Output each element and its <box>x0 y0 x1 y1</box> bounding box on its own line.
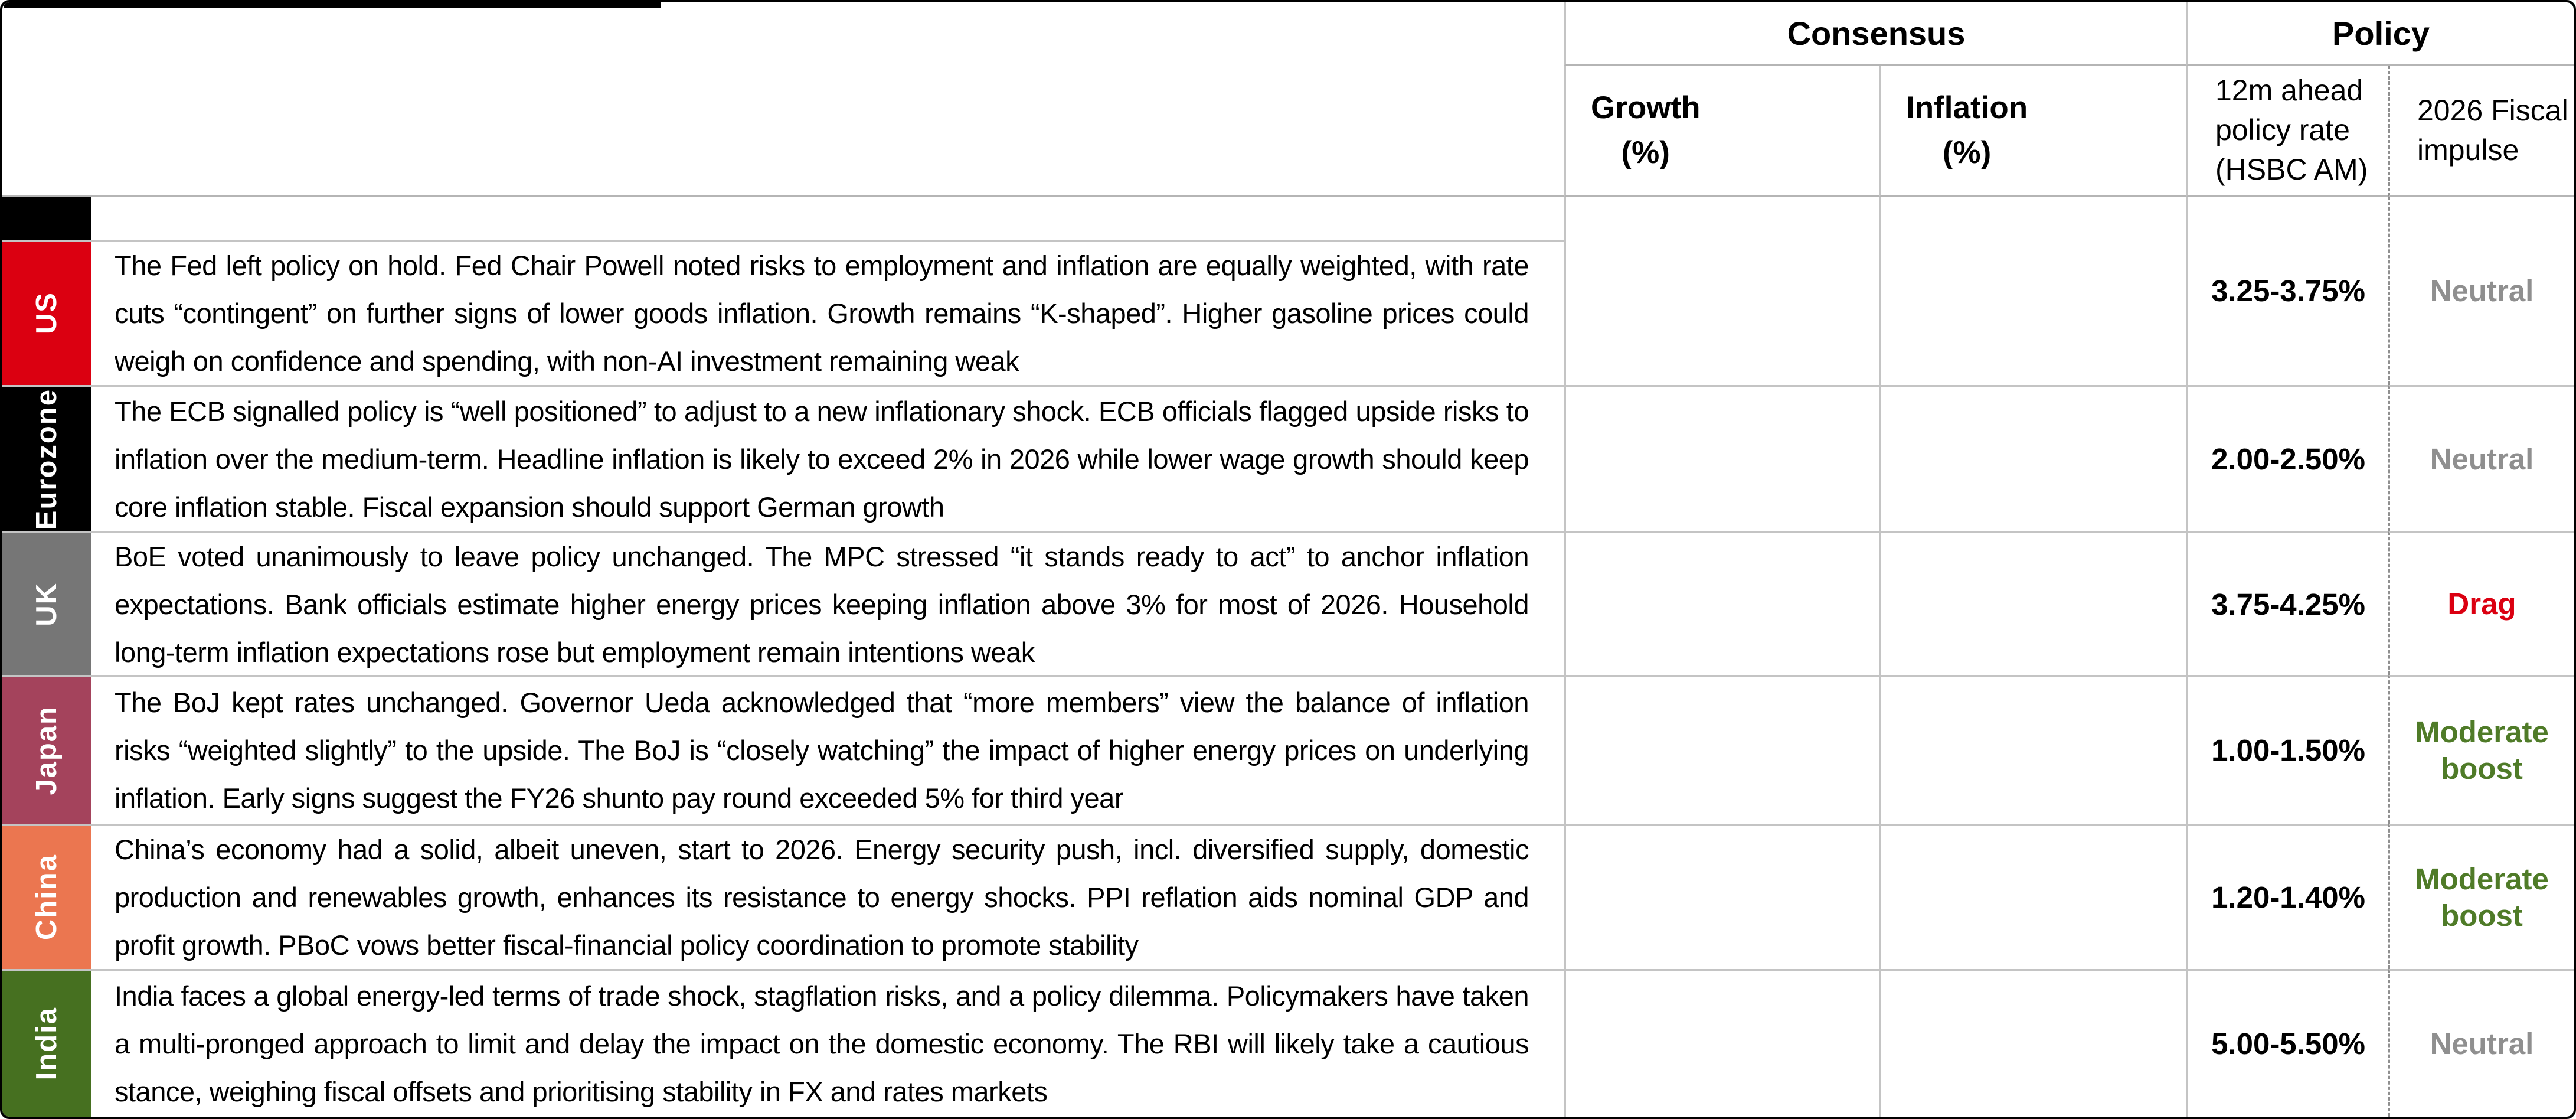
rate-header-line1: 12m ahead <box>2215 74 2363 107</box>
japan-policy-rate-cell <box>2186 675 2388 824</box>
japan-inflation-cell <box>1879 675 2186 824</box>
uk-label-cell <box>2 531 91 675</box>
india-inflation-cell <box>1879 969 2186 1117</box>
us-summary-text: The Fed left policy on hold. Fed Chair Powell noted risks to employment and inflation are equally weighted, with rate cuts “contingent” on further signs of lower goods inflation. Growth remains “K-shaped”. Higher gasoline prices could weigh on confidence and spending, with non-AI investment remaining weak <box>115 250 1529 377</box>
china-region-label: China <box>31 854 63 941</box>
uk-policy-rate: 3.75-4.25% <box>2211 587 2365 621</box>
uk-fiscal-impulse-cell <box>2388 531 2574 675</box>
spacer-text-cell <box>91 197 1564 240</box>
header-group-consensus <box>1564 2 2186 66</box>
japan-growth-cell <box>1564 675 1879 824</box>
us-inflation-cell <box>1879 197 2186 385</box>
growth-header-line2: (%) <box>1621 135 1670 170</box>
china-policy-rate: 1.20-1.40% <box>2211 880 2365 914</box>
uk-region-label: UK <box>31 582 63 627</box>
column-header-growth <box>1564 66 1879 197</box>
uk-fiscal-impulse: Drag <box>2447 587 2516 621</box>
inflation-header-line2: (%) <box>1942 135 1992 170</box>
china-inflation-cell <box>1879 824 2186 969</box>
uk-summary-text: BoE voted unanimously to leave policy unchanged. The MPC stressed “it stands ready to act” to anchor inflation expectations. Bank officials estimate higher energy prices keeping inflation above 3% for most of 2026. Household long-term inflation expectations rose but employment remain intentions weak <box>115 540 1529 668</box>
japan-fiscal-impulse-cell <box>2388 675 2574 824</box>
us-label-cell <box>2 240 91 385</box>
india-text-cell <box>91 969 1564 1117</box>
header-group-policy <box>2186 2 2574 66</box>
china-fiscal-impulse-cell <box>2388 824 2574 969</box>
eurozone-policy-rate-cell <box>2186 385 2388 531</box>
uk-policy-rate-cell <box>2186 531 2388 675</box>
japan-policy-rate: 1.00-1.50% <box>2211 733 2365 767</box>
uk-text-cell <box>91 531 1564 675</box>
column-header-inflation <box>1879 66 2186 197</box>
japan-label-cell <box>2 675 91 824</box>
us-region-label: US <box>31 292 63 335</box>
india-summary-text: India faces a global energy-led terms of trade shock, stagflation risks, and a policy dilemma. Policymakers have taken a multi-pronged approach to limit and delay the impact on the domestic economy. The RBI will likely take a cautious stance, weighing fiscal offsets and prioritising stability in FX and rates markets <box>115 980 1529 1107</box>
china-policy-rate-cell <box>2186 824 2388 969</box>
china-summary-text: China’s economy had a solid, albeit uneven, start to 2026. Energy security push, incl. diversified supply, domestic production and renewables growth, enhances its resistance to energy shocks. PPI reflation aids nominal GDP and profit growth. PBoC vows better fiscal-financial policy coordination to promote stability <box>115 834 1529 961</box>
eurozone-growth-cell <box>1564 385 1879 531</box>
india-label-cell <box>2 969 91 1117</box>
india-fiscal-impulse-cell <box>2388 969 2574 1117</box>
us-text-cell <box>91 240 1564 385</box>
india-policy-rate: 5.00-5.50% <box>2211 1027 2365 1061</box>
eurozone-policy-rate: 2.00-2.50% <box>2211 442 2365 476</box>
eurozone-label-cell <box>2 385 91 531</box>
china-label-cell <box>2 824 91 969</box>
japan-text-cell <box>91 675 1564 824</box>
eurozone-summary-text: The ECB signalled policy is “well positioned” to adjust to a new inflationary shock. ECB officials flagged upside risks to inflation over the medium-term. Headline inflation is likely to exceed 2% in 2026 while lower wage growth should keep core inflation stable. Fiscal expansion should support German growth <box>115 396 1529 523</box>
us-growth-cell <box>1564 197 1879 385</box>
india-growth-cell <box>1564 969 1879 1117</box>
eurozone-region-label: Eurozone <box>31 388 63 530</box>
impulse-header-line2: impulse <box>2417 133 2519 167</box>
us-fiscal-impulse-cell <box>2388 197 2574 385</box>
rate-header-line3: (HSBC AM) <box>2215 153 2368 186</box>
column-header-policy-rate <box>2186 66 2388 197</box>
header-blank <box>2 2 1564 66</box>
eurozone-inflation-cell <box>1879 385 2186 531</box>
column-header-fiscal-impulse <box>2388 66 2574 197</box>
china-growth-cell <box>1564 824 1879 969</box>
table-grid <box>2 2 2574 1117</box>
india-policy-rate-cell <box>2186 969 2388 1117</box>
japan-fiscal-impulse: Moderate boost <box>2415 715 2549 785</box>
growth-header-line1: Growth <box>1591 90 1701 125</box>
japan-region-label: Japan <box>31 705 63 795</box>
inflation-header-line1: Inflation <box>1906 90 2028 125</box>
policy-label: Policy <box>2332 14 2430 52</box>
eurozone-fiscal-impulse-cell <box>2388 385 2574 531</box>
india-region-label: India <box>31 1007 63 1081</box>
china-fiscal-impulse: Moderate boost <box>2415 862 2549 932</box>
us-fiscal-impulse: Neutral <box>2430 273 2534 308</box>
rate-header-line2: policy rate <box>2215 113 2350 146</box>
subheader-blank <box>2 66 1564 197</box>
japan-summary-text: The BoJ kept rates unchanged. Governor Ueda acknowledged that “more members” view the balance of inflation risks “weighted slightly” to the upside. The BoJ is “closely watching” the impact of higher energy prices on underlying inflation. Early signs suggest the FY26 shunto pay round exceeded 5% for third year <box>115 687 1529 814</box>
india-fiscal-impulse: Neutral <box>2430 1026 2534 1061</box>
impulse-header-line1: 2026 Fiscal <box>2417 93 2568 127</box>
china-text-cell <box>91 824 1564 969</box>
eurozone-text-cell <box>91 385 1564 531</box>
spacer-label-cell <box>2 197 91 240</box>
us-policy-rate-cell <box>2186 197 2388 385</box>
uk-growth-cell <box>1564 531 1879 675</box>
consensus-label: Consensus <box>1787 14 1966 52</box>
eurozone-fiscal-impulse: Neutral <box>2430 442 2534 476</box>
uk-inflation-cell <box>1879 531 2186 675</box>
us-policy-rate: 3.25-3.75% <box>2211 274 2365 308</box>
